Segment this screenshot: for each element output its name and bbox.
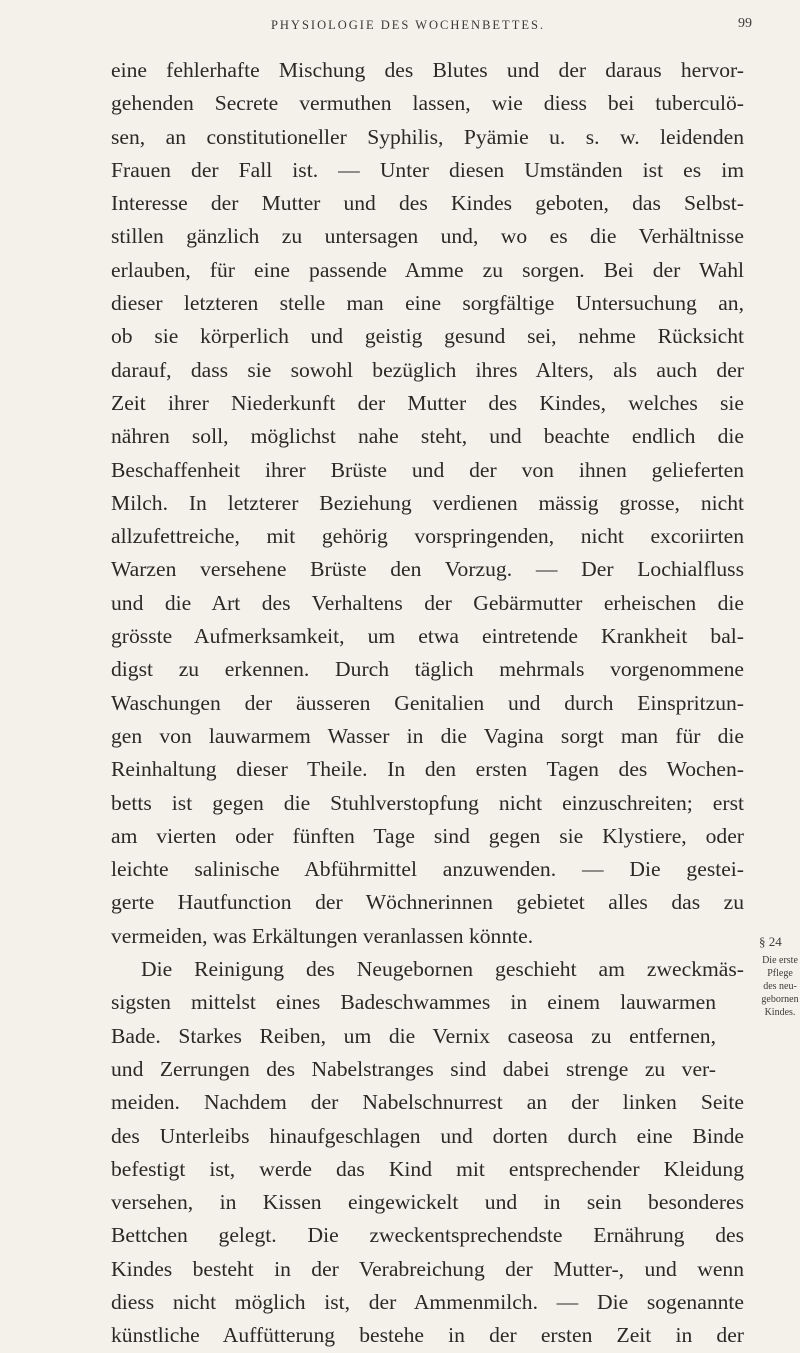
text-line: künstliche Auffütterung bestehe in der ersten Zeit in der: [111, 1323, 744, 1348]
text-line: digst zu erkennen. Durch täglich mehrmals vorgenommene: [111, 657, 744, 682]
marginal-note: [757, 932, 800, 1019]
text-line: Warzen versehene Brüste den Vorzug. — Der Lochialfluss: [111, 557, 744, 582]
text-line: Reinhaltung dieser Theile. In den ersten Tagen des Wochen-: [111, 757, 744, 782]
running-head: PHYSIOLOGIE DES WOCHENBETTES.: [270, 18, 546, 32]
text-line: am vierten oder fünften Tage sind gegen sie Klystiere, oder: [111, 823, 744, 848]
text-line: gen von lauwarmem Wasser in die Vagina sorgt man für die: [111, 723, 744, 748]
text-line: Frauen der Fall ist. — Unter diesen Umständen ist es im: [111, 157, 744, 182]
text-line: gehenden Secrete vermuthen lassen, wie diess bei tuberculö-: [111, 91, 744, 116]
marginal-note-line: Die erste: [762, 955, 798, 966]
paragraph-start-line: Die Reinigung des Neugebornen geschieht am zweckmäs-: [141, 957, 744, 982]
section-number: § 24: [759, 934, 782, 949]
text-line: vermeiden, was Erkältungen veranlassen könnte.: [111, 923, 534, 948]
text-line: und Zerrungen des Nabelstranges sind dabei strenge zu ver-: [111, 1056, 716, 1081]
text-line: und die Art des Verhaltens der Gebärmutter erheischen die: [111, 590, 744, 615]
page-number: 99: [738, 16, 752, 31]
text-line: erlauben, für eine passende Amme zu sorgen. Bei der Wahl: [111, 257, 744, 282]
text-line: gerte Hautfunction der Wöchnerinnen gebietet alles das zu: [111, 890, 744, 915]
text-line: diess nicht möglich ist, der Ammenmilch. — Die sogenannte: [111, 1289, 744, 1314]
marginal-note-line: Kindes.: [764, 1007, 796, 1018]
body-text: [111, 54, 744, 1353]
text-line: Interesse der Mutter und des Kindes geboten, das Selbst-: [111, 191, 744, 216]
text-line: grösste Aufmerksamkeit, um etwa eintretende Krankheit bal-: [111, 624, 744, 649]
text-line: betts ist gegen die Stuhlverstopfung nicht einzuschreiten; erst: [111, 790, 744, 815]
text-line: ob sie körperlich und geistig gesund sei, nehme Rücksicht: [111, 324, 744, 349]
text-line: Bade. Starkes Reiben, um die Vernix caseosa zu entfernen,: [111, 1023, 716, 1048]
text-line: meiden. Nachdem der Nabelschnurrest an der linken Seite: [111, 1090, 744, 1115]
text-line: Milch. In letzterer Beziehung verdienen mässig grosse, nicht: [111, 490, 744, 515]
text-line: sigsten mittelst eines Badeschwammes in einem lauwarmen: [111, 990, 716, 1015]
text-line: Beschaffenheit ihrer Brüste und der von ihnen gelieferten: [111, 457, 744, 482]
text-line: des Unterleibs hinaufgeschlagen und dorten durch eine Binde: [111, 1123, 744, 1148]
text-line: sen, an constitutioneller Syphilis, Pyämie u. s. w. leidenden: [111, 124, 744, 149]
text-line: Kindes besteht in der Verabreichung der Mutter-, und wenn: [111, 1256, 744, 1281]
text-line: stillen gänzlich zu untersagen und, wo es die Verhältnisse: [111, 224, 744, 249]
text-line: Zeit ihrer Niederkunft der Mutter des Kindes, welches sie: [111, 390, 744, 415]
text-line: Bettchen gelegt. Die zweckentsprechendste Ernährung des: [111, 1223, 744, 1248]
marginal-note-line: des neu-: [763, 981, 797, 992]
text-line: darauf, dass sie sowohl bezüglich ihres Alters, als auch der: [111, 357, 744, 382]
text-line: allzufettreiche, mit gehörig vorspringenden, nicht excoriirten: [111, 524, 744, 549]
text-line: leichte salinische Abführmittel anzuwenden. — Die gestei-: [111, 857, 744, 882]
text-line: befestigt ist, werde das Kind mit entsprechender Kleidung: [111, 1156, 744, 1181]
text-line: versehen, in Kissen eingewickelt und in sein besonderes: [111, 1190, 744, 1215]
text-line: dieser letzteren stelle man eine sorgfältige Untersuchung an,: [111, 291, 744, 316]
marginal-note-line: Pflege: [767, 968, 793, 979]
marginal-note-line: gebornen: [761, 994, 799, 1005]
text-line: nähren soll, möglichst nahe steht, und beachte endlich die: [111, 424, 744, 449]
text-line: Waschungen der äusseren Genitalien und durch Einspritzun-: [111, 690, 744, 715]
text-line: eine fehlerhafte Mischung des Blutes und der daraus hervor-: [111, 58, 744, 82]
